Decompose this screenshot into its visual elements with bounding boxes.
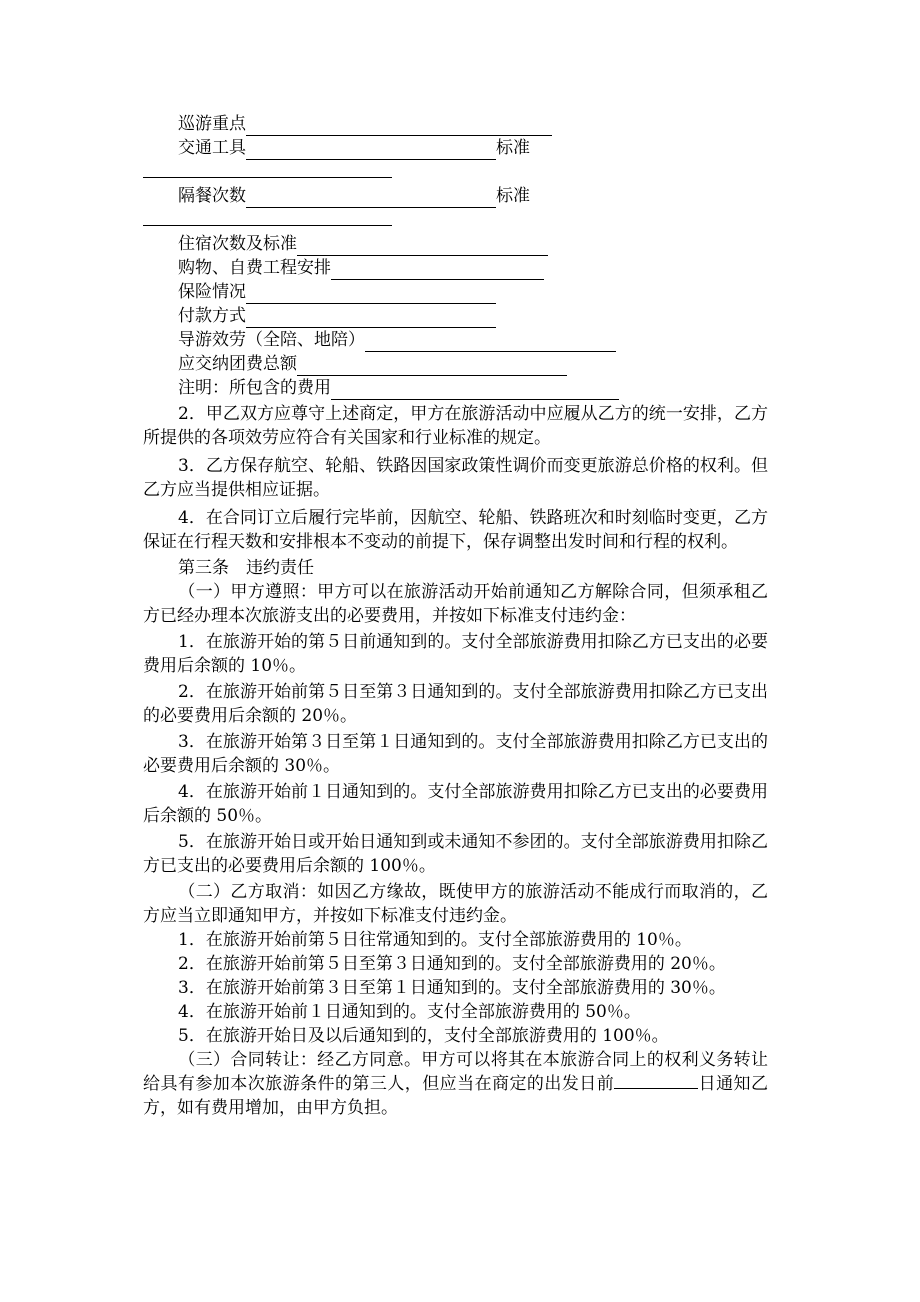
clause-text: 4．在合同订立后履行完毕前，因航空、轮船、铁路班次和时刻临时变更，乙方保证在行程天数和安排根本不变动的前提下，保存调整出发时间和行程的权利。 bbox=[143, 508, 768, 552]
section-text: （二）乙方取消：如因乙方缘故，既使甲方的旅游活动不能成行而取消的，乙方应当立即通知甲方，并按如下标准支付违约金。 bbox=[143, 882, 768, 926]
section-1-item-1 bbox=[143, 630, 768, 678]
blank-line[interactable] bbox=[331, 382, 619, 400]
section-3 bbox=[143, 1048, 768, 1120]
section-1-intro bbox=[143, 580, 768, 628]
field-label: 巡游重点 bbox=[178, 114, 246, 134]
field-label: 注明：所包含的费用 bbox=[178, 378, 331, 398]
section-2-item-3: 3．在旅游开始前第３日至第１日通知到的。支付全部旅游费用的 30％。 bbox=[178, 978, 726, 998]
clause-text: 3．乙方保存航空、轮船、铁路因国家政策性调价而变更旅游总价格的权利。但乙方应当提供相应证据。 bbox=[143, 456, 768, 500]
field-label: 应交纳团费总额 bbox=[178, 354, 297, 374]
blank-line[interactable] bbox=[143, 167, 392, 178]
field-label: 交通工具 bbox=[178, 138, 246, 158]
field-label: 购物、自费工程安排 bbox=[178, 258, 331, 278]
blank-line[interactable] bbox=[246, 118, 552, 136]
blank-line[interactable] bbox=[297, 238, 548, 256]
field-insurance bbox=[178, 280, 768, 304]
section-2-item-2: 2．在旅游开始前第５日至第３日通知到的。支付全部旅游费用的 20％。 bbox=[178, 954, 726, 974]
section-text: （三）合同转让：经乙方同意。甲方可以将其在本旅游合同上的权利义务转让给具有参加本次旅游条件的第三人，但应当在商定的出发日前 bbox=[143, 1050, 768, 1094]
clause-text: 2．甲乙双方应尊守上述商定，甲方在旅游活动中应履从乙方的统一安排，乙方所提供的各项效劳应符合有关国家和行业标准的规定。 bbox=[143, 404, 768, 448]
blank-line[interactable] bbox=[365, 334, 616, 352]
section-2-item-1: 1．在旅游开始前第５日往常通知到的。支付全部旅游费用的 10％。 bbox=[178, 930, 692, 950]
clause-2 bbox=[143, 402, 768, 450]
blank-line[interactable] bbox=[143, 215, 392, 226]
item-text: 4．在旅游开始前１日通知到的。支付全部旅游费用扣除乙方已支出的必要费用后余额的 50％。 bbox=[143, 782, 768, 826]
field-tour-focus bbox=[178, 112, 768, 136]
field-meals bbox=[178, 184, 768, 208]
item-text: 3．在旅游开始第３日至第１日通知到的。支付全部旅游费用扣除乙方已支出的必要费用后余额的 30％。 bbox=[143, 732, 768, 776]
section-1-item-5 bbox=[143, 830, 768, 878]
field-payment bbox=[178, 304, 768, 328]
contract-page bbox=[143, 112, 768, 1120]
blank-line[interactable] bbox=[246, 286, 496, 304]
field-label: 付款方式 bbox=[178, 306, 246, 326]
blank-line[interactable] bbox=[614, 1074, 698, 1089]
clause-3 bbox=[143, 454, 768, 502]
section-2-item-4: 4．在旅游开始前１日通知到的。支付全部旅游费用的 50％。 bbox=[178, 1002, 641, 1022]
section-1-item-3 bbox=[143, 730, 768, 778]
blank-line[interactable] bbox=[297, 358, 567, 376]
section-text: （一）甲方遵照：甲方可以在旅游活动开始前通知乙方解除合同，但须承租乙方已经办理本次旅游支出的必要费用，并按如下标准支付违约金： bbox=[143, 582, 768, 626]
item-text: 2．在旅游开始前第５日至第３日通知到的。支付全部旅游费用扣除乙方已支出的必要费用后余额的 20％。 bbox=[143, 682, 768, 726]
field-transport bbox=[178, 136, 768, 160]
field-label: 住宿次数及标准 bbox=[178, 234, 297, 254]
continuation-line bbox=[143, 208, 768, 232]
blank-line[interactable] bbox=[246, 190, 496, 208]
article-3-title: 第三条 违约责任 bbox=[178, 558, 314, 578]
blank-line[interactable] bbox=[246, 310, 496, 328]
field-suffix: 标准 bbox=[496, 138, 530, 158]
continuation-line bbox=[143, 160, 768, 184]
field-guide bbox=[178, 328, 768, 352]
section-2-intro bbox=[143, 880, 768, 928]
field-lodging bbox=[178, 232, 768, 256]
field-label: 保险情况 bbox=[178, 282, 246, 302]
blank-line[interactable] bbox=[331, 262, 544, 280]
field-included-fees bbox=[178, 376, 768, 400]
field-shopping bbox=[178, 256, 768, 280]
field-total-fee bbox=[178, 352, 768, 376]
blank-line[interactable] bbox=[246, 142, 496, 160]
section-1-item-4 bbox=[143, 780, 768, 828]
field-suffix: 标准 bbox=[496, 186, 530, 206]
section-text-end: 日通知乙方，如有费用增加，由甲方负担。 bbox=[143, 1074, 769, 1118]
item-text: 5．在旅游开始日或开始日通知到或未通知不参团的。支付全部旅游费用扣除乙方已支出的必要费用后余额的 100％。 bbox=[143, 832, 768, 876]
clause-4 bbox=[143, 506, 768, 554]
field-label: 导游效劳（全陪、地陪） bbox=[178, 330, 365, 350]
field-label: 隔餐次数 bbox=[178, 186, 246, 206]
item-text: 1．在旅游开始的第５日前通知到的。支付全部旅游费用扣除乙方已支出的必要费用后余额的 10％。 bbox=[143, 632, 768, 676]
section-2-item-5: 5．在旅游开始日及以后通知到的，支付全部旅游费用的 100％。 bbox=[178, 1026, 669, 1046]
section-1-item-2 bbox=[143, 680, 768, 728]
